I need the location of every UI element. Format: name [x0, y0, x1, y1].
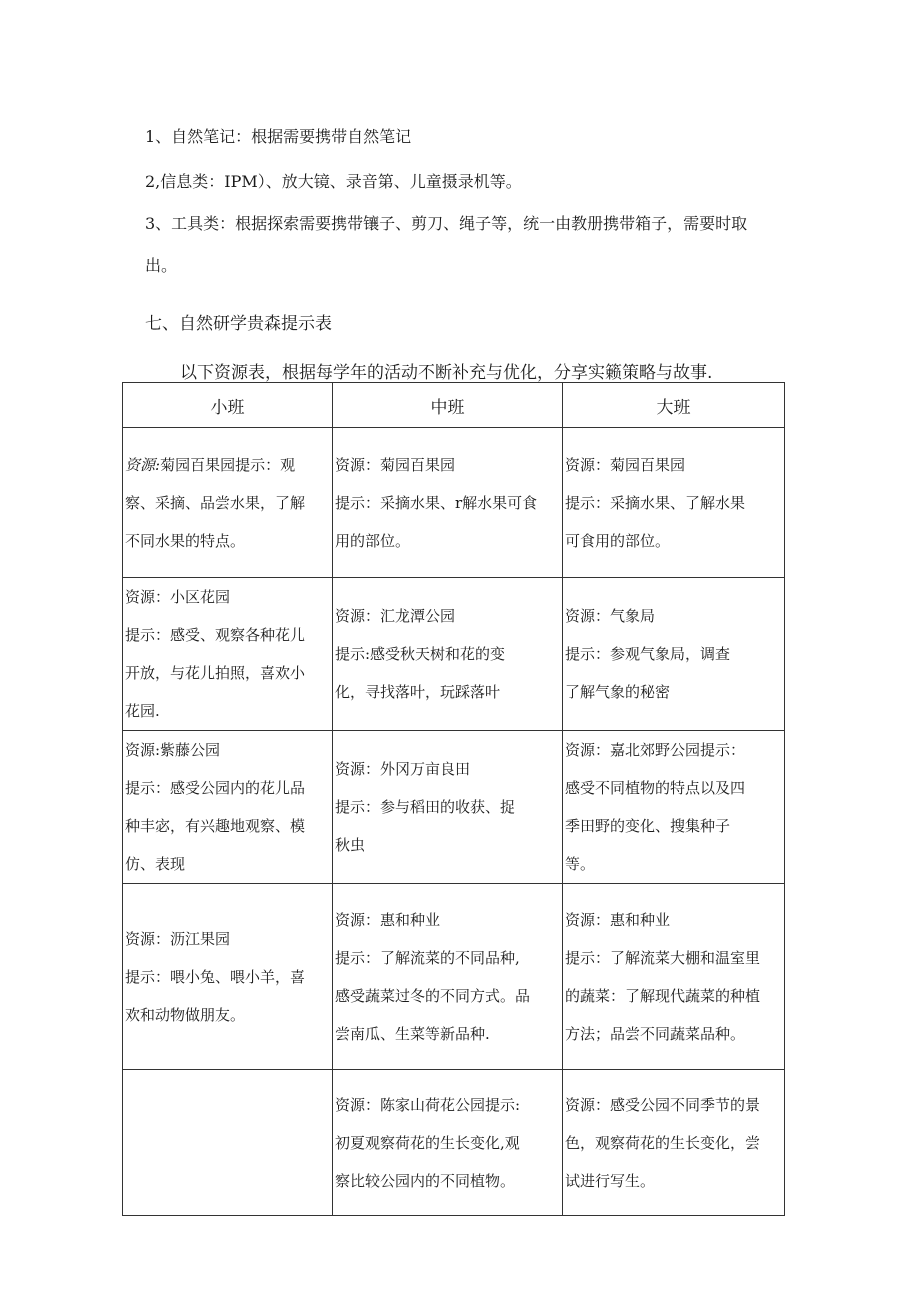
cell-text-line: 资源：惠和种业 — [565, 910, 671, 929]
cell-large-class — [563, 428, 785, 578]
table-row — [123, 428, 785, 578]
cell-text-line: 察、采摘、品尝水果，了解 — [125, 493, 306, 512]
cell-text-line: 提示：参与稻田的收获、捉 — [335, 798, 516, 816]
cell-text-line: 初夏观察荷花的生长变化,观 — [335, 1133, 520, 1152]
section-title: 七、自然研学贵森提示表 — [145, 314, 332, 334]
cell-middle-class — [333, 731, 563, 884]
cell-text-line: 提示：采摘水果、了解水果 — [565, 493, 746, 512]
cell-text-line: 提示：参观气象局，调查 — [565, 645, 731, 663]
cell-text-line — [125, 446, 330, 484]
cell-text-line: 提示：感受公园内的花儿品 — [125, 779, 306, 797]
cell-text-line: 可食用的部位。 — [565, 531, 671, 550]
cell-text-line: 资源：外冈万亩良田 — [335, 760, 471, 778]
cell-text-line: 开放，与花儿拍照，喜欢小 — [125, 664, 306, 682]
table-intro: 以下资源表，根据每学年的活动不断补充与优化，分享实籁策略与故事. — [180, 363, 713, 383]
cell-text-line: 仿、表现 — [125, 855, 186, 873]
header-middle-class: 中班 — [333, 383, 563, 428]
cell-text-line: 花园. — [125, 702, 160, 720]
list-item-3-continued: 出。 — [145, 256, 178, 275]
cell-text-line: 尝南瓜、生菜等新品种. — [335, 1024, 490, 1043]
list-item-3: 3、工具类：根据探索需要携带镶子、剪刀、绳子等，统一由教册携带箱子，需要时取 — [145, 214, 748, 233]
cell-text-line: 提示：感受、观察各种花儿 — [125, 626, 306, 644]
list-item-2: 2,信息类：IPM）、放大镜、录音第、儿童摄录机等。 — [145, 172, 522, 191]
header-small-class: 小班 — [123, 383, 333, 428]
cell-text-line: 资源：菊园百果园 — [335, 455, 456, 474]
cell-text-line: 化，寻找落叶，玩踩落叶 — [335, 683, 501, 701]
cell-large-class — [563, 1070, 785, 1216]
cell-text-line: 感受蔬菜过冬的不同方式。品 — [335, 986, 531, 1005]
cell-text-line: 资源：感受公园不同季节的景 — [565, 1095, 761, 1114]
cell-text-line: 资源：嘉北郊野公园提示： — [565, 741, 746, 759]
table-row — [123, 731, 785, 884]
cell-text-line: 感受不同植物的特点以及四 — [565, 779, 746, 797]
cell-text-line: 资源：汇龙潭公园 — [335, 607, 456, 625]
cell-text-line: 方法；品尝不同蔬菜品种。 — [565, 1024, 746, 1043]
cell-middle-class — [333, 578, 563, 731]
cell-text-line: 资源：惠和种业 — [335, 910, 441, 929]
cell-text-line: 色，观察荷花的生长变化，尝 — [565, 1133, 761, 1152]
cell-text-line: 资源：沥江果园 — [125, 929, 231, 948]
table-header-row — [123, 383, 785, 428]
list-item-1: 1、自然笔记：根据需要携带自然笔记 — [145, 127, 412, 146]
cell-middle-class — [333, 1070, 563, 1216]
cell-text-line: 察比较公园内的不同植物。 — [335, 1171, 516, 1190]
cell-text-line: 提示：喂小兔、喂小羊，喜 — [125, 967, 306, 986]
cell-small-class — [123, 731, 333, 884]
cell-large-class — [563, 578, 785, 731]
cell-text-line: 资源：气象局 — [565, 607, 656, 625]
cell-middle-class — [333, 884, 563, 1070]
cell-text-line: 等。 — [565, 855, 596, 873]
cell-text-line: 提示：采摘水果、r解水果可食 — [335, 493, 538, 512]
cell-small-class — [123, 1070, 333, 1216]
cell-small-class — [123, 428, 333, 578]
resource-prefix: 资源: — [125, 455, 161, 474]
cell-text-line: 不同水果的特点。 — [125, 531, 246, 550]
cell-text-line: 资源：小区花园 — [125, 588, 231, 606]
cell-text-line: 提示:感受秋天树和花的变 — [335, 645, 506, 663]
cell-text-line: 季田野的变化、搜集种子 — [565, 817, 731, 835]
cell-text-line: 资源：陈家山荷花公园提示: — [335, 1095, 521, 1114]
table-row — [123, 884, 785, 1070]
header-large-class: 大班 — [563, 383, 785, 428]
cell-text-line: 提示：了解流菜的不同品种, — [335, 948, 520, 967]
resource-table — [122, 382, 785, 1216]
cell-small-class — [123, 884, 333, 1070]
cell-text-line: 用的部位。 — [335, 531, 411, 550]
cell-middle-class — [333, 428, 563, 578]
cell-large-class — [563, 884, 785, 1070]
table-row — [123, 1070, 785, 1216]
table-row — [123, 578, 785, 731]
cell-text-line: 秋虫 — [335, 836, 366, 854]
cell-text: 菊园百果园提示：观 — [160, 455, 296, 474]
cell-text-line: 提示：了解流菜大棚和温室里 — [565, 948, 761, 967]
cell-small-class — [123, 578, 333, 731]
cell-large-class — [563, 731, 785, 884]
cell-text-line: 资源:紫藤公园 — [125, 741, 221, 759]
cell-text-line: 了解气象的秘密 — [565, 683, 671, 701]
cell-text-line: 种丰宓，有兴趣地观察、模 — [125, 817, 306, 835]
cell-text-line: 的蔬菜：了解现代蔬菜的种植 — [565, 986, 761, 1005]
cell-text-line: 试进行写生。 — [565, 1171, 656, 1190]
cell-text-line: 资源：菊园百果园 — [565, 455, 686, 474]
cell-text-line: 欢和动物做朋友。 — [125, 1005, 246, 1024]
